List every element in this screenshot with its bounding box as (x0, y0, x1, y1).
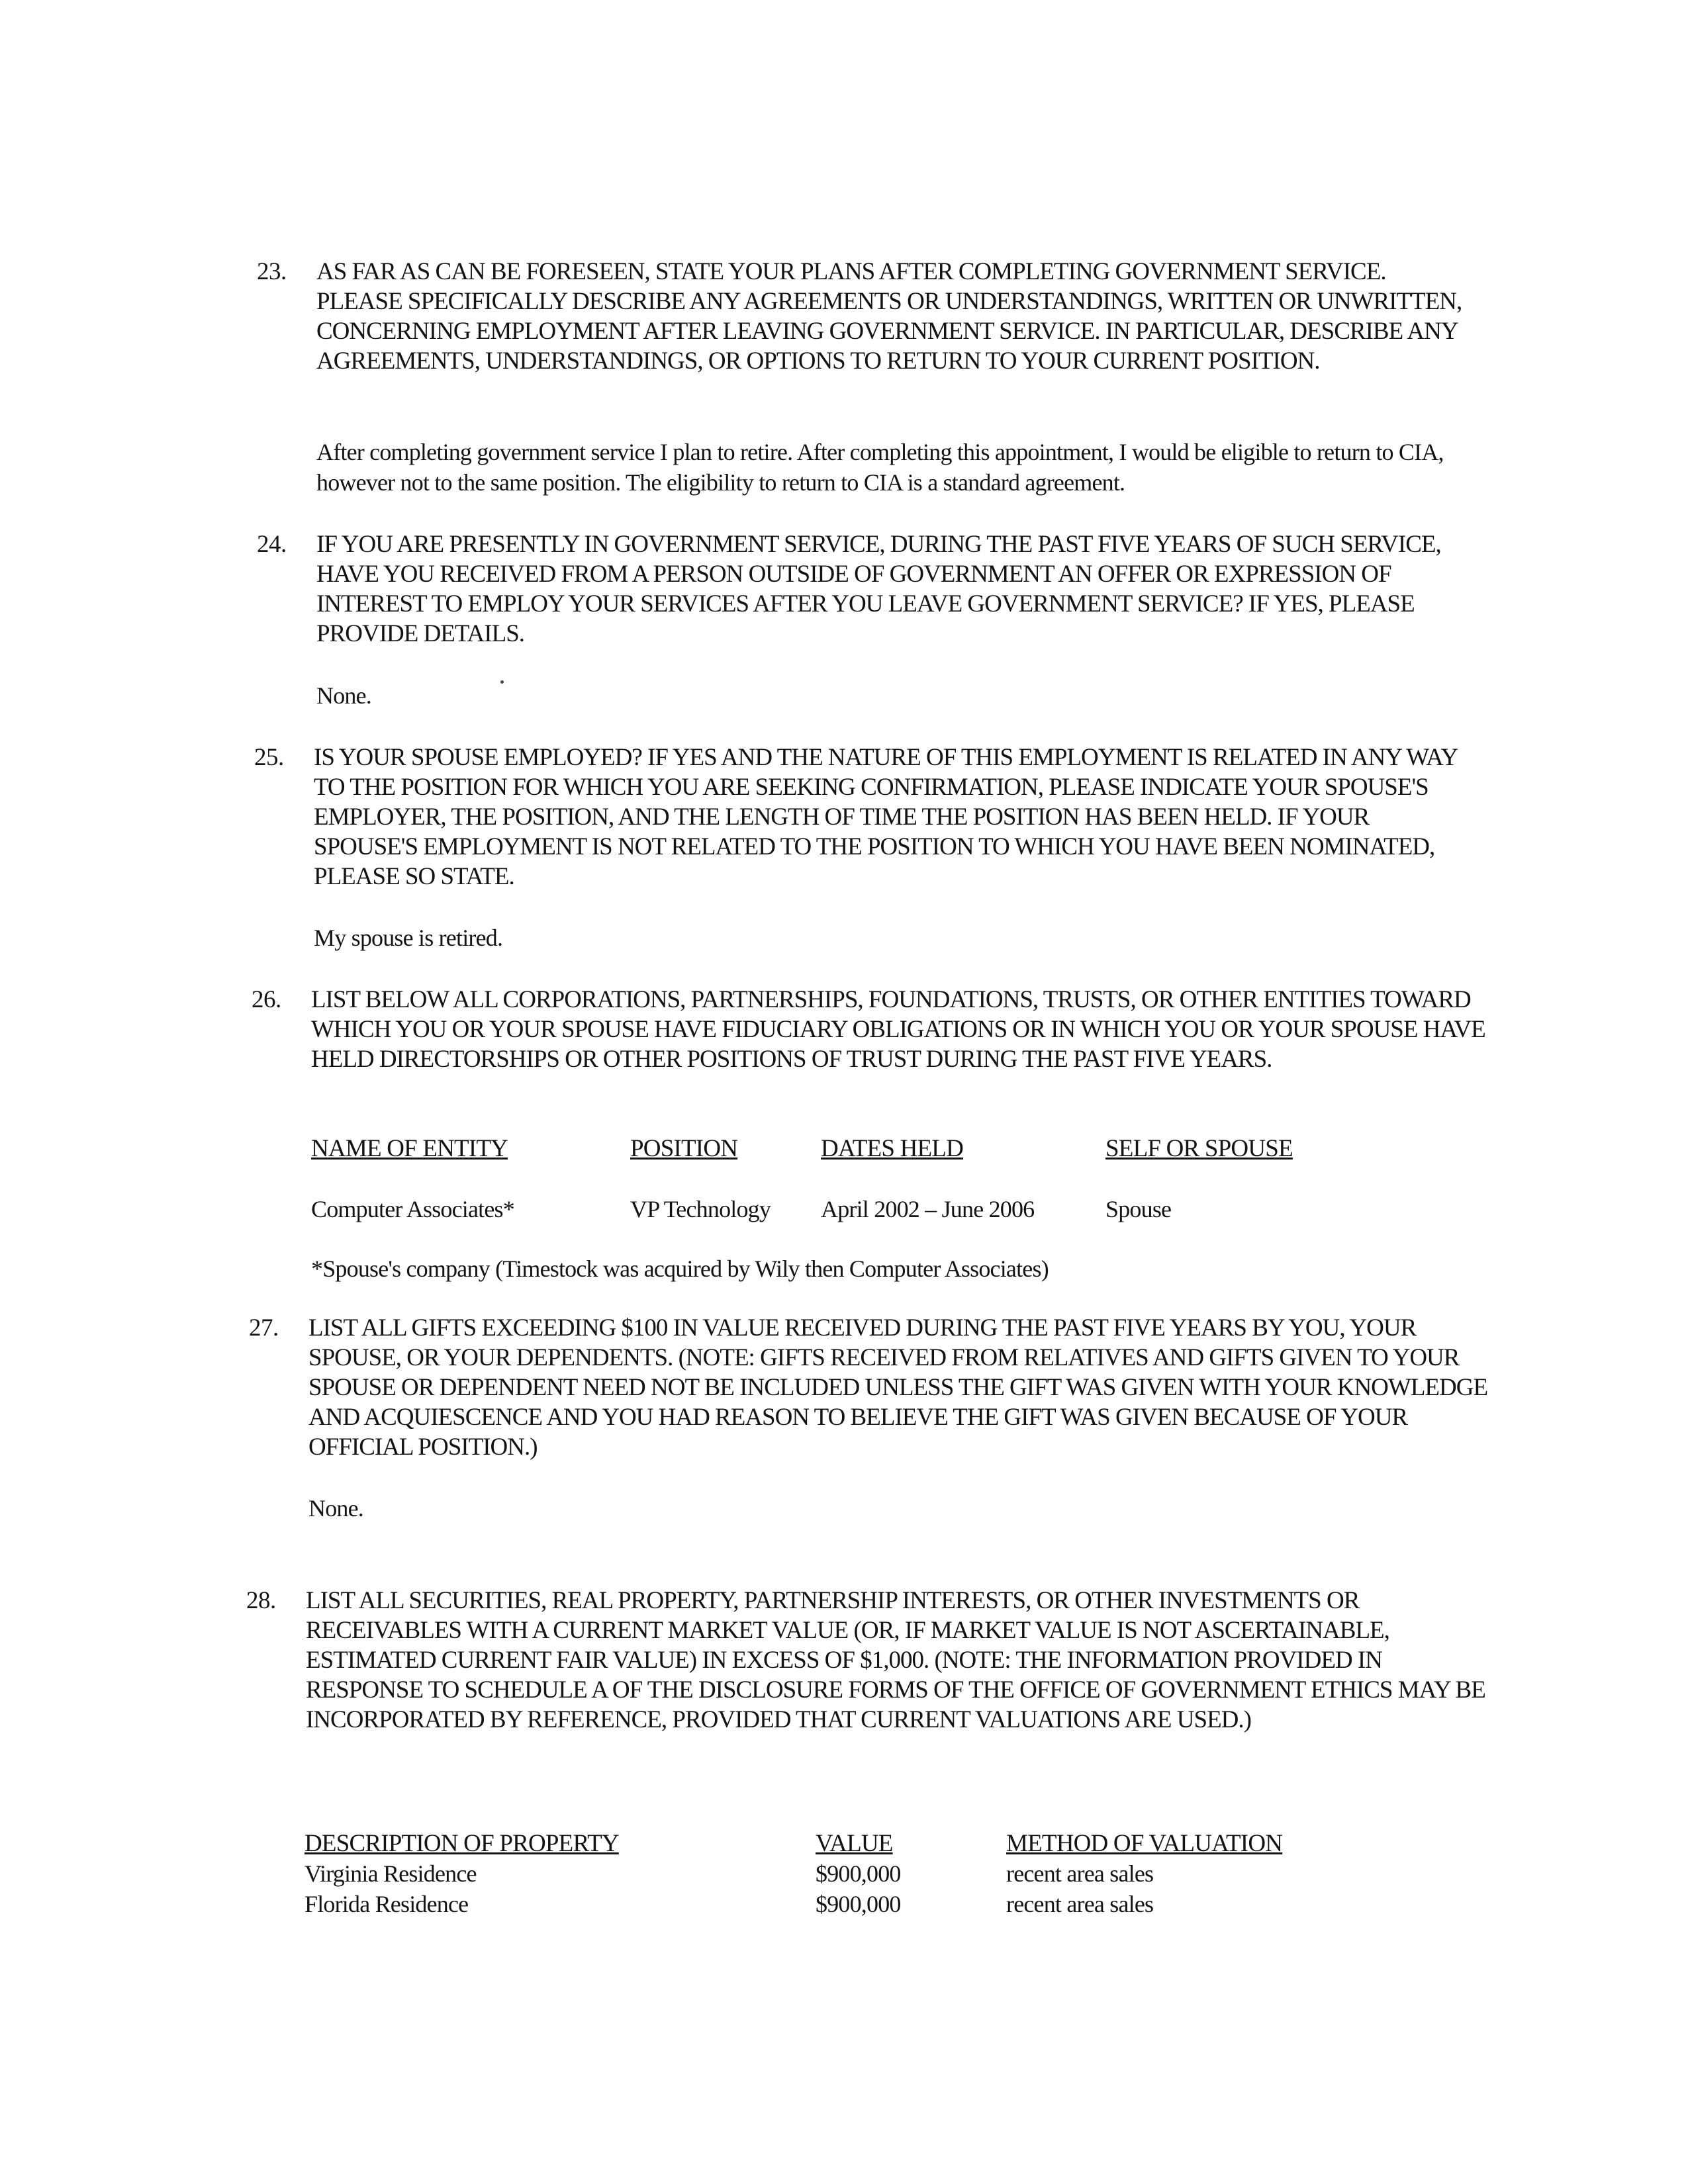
table-header: DATES HELD (821, 1135, 964, 1162)
question-number: 23. (257, 258, 287, 285)
question-text: LIST ALL SECURITIES, REAL PROPERTY, PARTNERSHIP INTERESTS, OR OTHER INVESTMENTS OR RECEIVABLES WITH A CURRENT MARKET VALUE (OR, IF MARKET VALUE IS NOT ASCERTAINABLE, ESTIMATED CURRENT FAIR VALUE) IN EXCESS OF $1,000. (NOTE: THE INFORMATION PROVIDED IN RESPONSE TO SCHEDULE A OF THE DISCLOSURE FORMS OF THE OFFICE OF GOVERNMENT ETHICS MAY BE INCORPORATED BY REFERENCE, PROVIDED THAT CURRENT VALUATIONS ARE USED.) (306, 1587, 1485, 1733)
answer-text: None. (308, 1495, 363, 1522)
table-cell: recent area sales (1006, 1891, 1154, 1917)
question-number: 28. (246, 1587, 276, 1614)
question-number: 25. (254, 744, 284, 771)
answer-text: None. (316, 682, 371, 709)
question-text: LIST BELOW ALL CORPORATIONS, PARTNERSHIPS, FOUNDATIONS, TRUSTS, OR OTHER ENTITIES TOWARD WHICH YOU OR YOUR SPOUSE HAVE FIDUCIARY OBLIGATIONS OR IN WHICH YOU OR YOUR SPOUSE HAVE HELD DIRECTORSHIPS OR OTHER POSITIONS OF TRUST DURING THE PAST FIVE YEARS. (311, 986, 1485, 1073)
table-header: METHOD OF VALUATION (1006, 1830, 1283, 1857)
table-cell: VP Technology (630, 1196, 771, 1222)
question-text: IF YOU ARE PRESENTLY IN GOVERNMENT SERVICE, DURING THE PAST FIVE YEARS OF SUCH SERVICE, HAVE YOU RECEIVED FROM A PERSON OUTSIDE OF GOVERNMENT AN OFFER OR EXPRESSION OF INTEREST TO EMPLOY YOUR SERVICES AFTER YOU LEAVE GOVERNMENT SERVICE? IF YES, PLEASE PROVIDE DETAILS. (316, 531, 1441, 647)
table-cell: Florida Residence (305, 1891, 469, 1917)
table-header: VALUE (816, 1830, 893, 1857)
footnote: *Spouse's company (Timestock was acquired by Wily then Computer Associates) (311, 1255, 1049, 1282)
question-text: AS FAR AS CAN BE FORESEEN, STATE YOUR PLANS AFTER COMPLETING GOVERNMENT SERVICE. PLEASE SPECIFICALLY DESCRIBE ANY AGREEMENTS OR UNDERSTANDINGS, WRITTEN OR UNWRITTEN, CONCERNING EMPLOYMENT AFTER LEAVING GOVERNMENT SERVICE. IN PARTICULAR, DESCRIBE ANY AGREEMENTS, UNDERSTANDINGS, OR OPTIONS TO RETURN TO YOUR CURRENT POSITION. (316, 258, 1462, 375)
table-cell: $900,000 (816, 1891, 901, 1917)
question-number: 27. (249, 1314, 279, 1342)
answer-text: My spouse is retired. (314, 925, 503, 951)
question-text: IS YOUR SPOUSE EMPLOYED? IF YES AND THE NATURE OF THIS EMPLOYMENT IS RELATED IN ANY WAY TO THE POSITION FOR WHICH YOU ARE SEEKING CONFIRMATION, PLEASE INDICATE YOUR SPOUSE'S EMPLOYER, THE POSITION, AND THE LENGTH OF TIME THE POSITION HAS BEEN HELD. IF YOUR SPOUSE'S EMPLOYMENT IS NOT RELATED TO THE POSITION TO WHICH YOU HAVE BEEN NOMINATED, PLEASE SO STATE. (314, 744, 1457, 890)
table-cell: recent area sales (1006, 1860, 1154, 1887)
question-number: 26. (252, 986, 281, 1013)
table-header: DESCRIPTION OF PROPERTY (305, 1830, 619, 1857)
question-text: LIST ALL GIFTS EXCEEDING $100 IN VALUE RECEIVED DURING THE PAST FIVE YEARS BY YOU, YOUR SPOUSE, OR YOUR DEPENDENTS. (NOTE: GIFTS RECEIVED FROM RELATIVES AND GIFTS GIVEN TO YOUR SPOUSE OR DEPENDENT NEED NOT BE INCLUDED UNLESS THE GIFT WAS GIVEN WITH YOUR KNOWLEDGE AND ACQUIESCENCE AND YOU HAD REASON TO BELIEVE THE GIFT WAS GIVEN BECAUSE OF YOUR OFFICIAL POSITION.) (308, 1314, 1488, 1461)
table-cell: $900,000 (816, 1860, 901, 1887)
table-cell: Spouse (1105, 1196, 1172, 1222)
question-number: 24. (257, 531, 287, 558)
scan-speck (500, 680, 504, 684)
answer-text: After completing government service I plan to retire. After completing this appointment, I would be eligible to return to CIA, however not to the same position. The eligibility to return to CIA is a standard agreement. (316, 439, 1444, 496)
table-cell: Virginia Residence (305, 1860, 477, 1887)
table-header: SELF OR SPOUSE (1105, 1135, 1293, 1162)
table-header: POSITION (630, 1135, 738, 1162)
table-cell: Computer Associates* (311, 1196, 514, 1222)
table-header: NAME OF ENTITY (311, 1135, 508, 1162)
table-cell: April 2002 – June 2006 (821, 1196, 1035, 1222)
